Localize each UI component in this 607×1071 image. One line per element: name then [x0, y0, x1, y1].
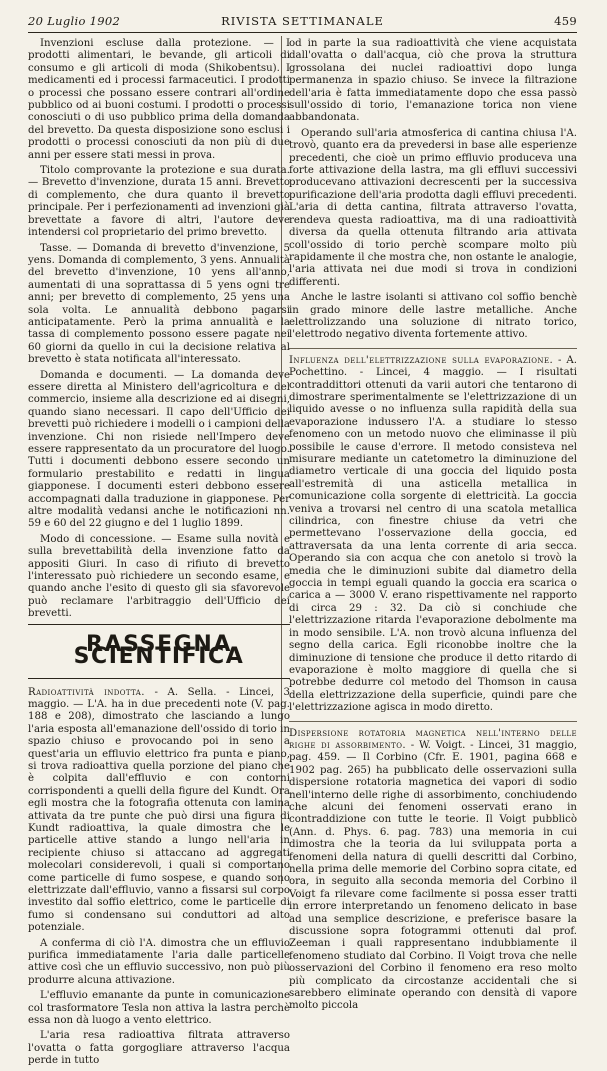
article-reference: - W. Voigt. - Lincei, 31 maggio, pag. 459. —: [289, 739, 577, 764]
article-divider: [289, 348, 577, 349]
article-heading: Influenza dell'elettrizzazione sulla evaporazione.: [289, 354, 554, 366]
article-heading: Dispersione rotatoria magnetica nell'interno delle righe di assorbimento.: [289, 727, 577, 751]
article-reference: - A. Pochettino. - Lincei, 4 maggio. —: [289, 354, 578, 379]
article-induced-radioactivity: [28, 687, 290, 935]
paragraph-confirmation: A conferma di ciò l'A. dimostra che un effluvio purifica immediatamente l'aria dalle particelle attive così che un effluvio successivo, non può più produrre alcuna attivazione.: [28, 937, 290, 986]
banner-bottom-rule: [28, 678, 290, 679]
banner-title: RASSEGNA SCIENTIFICA: [73, 631, 245, 670]
section-banner: [28, 631, 290, 670]
header-date: 20 Luglio 1902: [28, 14, 121, 28]
paragraph-fees: Tasse. — Domanda di brevetto d'invenzione, 5 yens. Domanda di complemento, 3 yens. Annualità del brevetto d'invenzione, 10 yens all'anno, aumentati di una soprattassa di 5 yens ogni tre anni; per brevetto di complemento, 25 yens una sola volta. Le annualità debbono pagarsi anticipatamente. Però la prima annualità e la tassa di complemento possono essere pagate nei 60 giorni da quello in cui la decisione relativa al brevetto è stata notificata all'interessato.: [28, 242, 290, 366]
article-heading: Radioattività indotta.: [28, 686, 145, 698]
paragraph-cellar-air: Operando sull'aria atmosferica di cantina chiusa l'A. trovò, quanto era da prevedersi in base alle esperienze precedenti, che cioè un primo effluvio produceva una forte attivazione della lastra, ma gli effluvi successivi producevano attivazioni decrescenti per la successiva purificazione dell'aria prodotta dagli effluvi precedenti. L'aria di detta cantina, filtrata attraverso l'ovatta, rendeva questa radioattiva, ma di una radioattività diversa da quella ottenuta filtrando aria attivata coll'ossido di torio perchè scompare molto più rapidamente il che mostra che, non ostante le analogie, l'aria attivata nei due modi si trova in condizioni differenti.: [289, 127, 577, 288]
article-reference: - A. Sella. - Lincei, 3 maggio. —: [28, 686, 290, 710]
paragraph-title-duration: Titolo comprovante la protezione e sua durata. — Brevetto d'invenzione, durata 15 anni. Brevetto di complemento, che dura quanto il brevetto principale. Per i perfezionamenti ad invenzioni già brevettate a favore di altri, l'autore deve intendersi col proprietario del primo brevetto.: [28, 165, 290, 239]
paragraph-concession: Modo di concessione. — Esame sulla novità e sulla brevettabilità della invenzione fatto da appositi Giuri. In caso di rifiuto di brevetto l'interessato può richiedere un secondo esame, e quando anche l'esito di questo gli sia sfavorevole può reclamare l'arbitraggio dell'Ufficio dei brevetti.: [28, 533, 290, 620]
paragraph-tesla: L'effluvio emanante da punte in comunicazione col trasformatore Tesla non attiva la lastra perchè essa non dà luogo a vento elettrico.: [28, 990, 290, 1027]
left-column: [28, 38, 290, 1071]
article-body: Il Corbino (Cfr. E. 1901, pagina 668 e 1902 pag. 265) ha pubblicato delle osservazioni sulla dispersione rotatoria magnetica dei vapori di sodio nell'interno delle righe di assorbimento, conchiudendo che alcuni dei fenomeni osservati erano in contraddizione con tutte le teorie. Il Voigt pubblicò (Ann. d. Phys. 6. pag. 783) una memoria in cui dimostra che la teoria da lui sviluppata porta a fenomeni della natura di quelli descritti dal Corbino, nella prima delle memorie del Corbino sopra citate, ed ora, in seguito alla seconda memoria del Corbino il Voigt fa rilevare come facilmente si possa esser tratti in errore interpretando un fenomeno delicato in base ad una semplice descrizione, e preferisce basare la discussione sopra fotogrammi ottenuti dal prof. Zeeman i quali rappresentano indubbiamente il fenomeno studiato dal Corbino. Il Voigt trova che nelle osservazioni del Corbino il fenomeno era reso molto più complicato da circostanze accidentali che si sarebbero eliminate operando con densità di vapore molto piccola: [289, 752, 577, 1012]
article-magnetic-rotation: [289, 728, 577, 1013]
paragraph-exclusions: Invenzioni escluse dalla protezione. — I prodotti alimentari, le bevande, gli articoli di consumo e gli articoli di moda (Shikobentsu). I medicamenti ed i processi farmaceutici. I prodotti o processi che possano essere contrari all'ordine pubblico od ai buoni costumi. I prodotti o processi conosciuti o di uso pubblico prima della domanda del brevetto. Da questa disposizione sono esclusi i prodotti o processi conosciuti da non più di due anni per essere stati messi in prova.: [28, 38, 290, 161]
header-rule: [28, 32, 577, 33]
article-body: I risultati contraddittori ottenuti da varii autori che tentarono di dimostrare sperimentalmente se l'elettrizzazione di un liquido avesse o no influenza sulla rapidità della sua evaporazione indussero l'A. a studiare lo stesso fenomeno con un metodo nuovo che eliminasse il più possibile le cause d'errore. Il metodo consisteva nel misurare mediante un catetometro la diminuzione del diametro verticale di una goccia del liquido posta all'estremità di una asticella metallica in comunicazione colla sorgente di elettricità. La goccia veniva a trovarsi nel centro di una scatola metallica cilindrica, con finestre chiuse da vetri che permettevano l'osservazione della goccia, ed attraversata da una lenta corrente di aria secca. Operando sia con acqua che con anetolo si trovò la media che le diminuzioni subite dal diametro della goccia in tempi eguali quando la goccia era scarica o carica a — 3000 V. erano rispettivamente nel rapporto di circa 29 : 32. Da ciò si conchiude che l'elettrizzazione ritarda l'evaporazione debolmente ma in modo sensibile. L'A. non trovò alcuna influenza del segno della carica. Egli riconobbe inoltre che la diminuzione di tensione che produce il detto ritardo di evaporazione è molto maggiore di quella che si potrebbe dedurre col metodo del Thomson in causa della elettrizzazione della superficie, quindi pare che l'elettrizzazione agisca in modo diretto.: [289, 367, 577, 714]
page-header: [28, 14, 577, 32]
right-column: [289, 38, 577, 1016]
header-title: RIVISTA SETTIMANALE: [221, 14, 384, 28]
article-divider: [289, 721, 577, 722]
article-electrization-evaporation: [289, 355, 577, 715]
banner-top-rule: [28, 624, 290, 625]
article-body: L'A. ha in due precedenti note (V. pag. 188 e 208), dimostrato che lasciando a lungo l'aria esposta all'emanazione dell'ossido di torio in spazio chiuso e provocando poi in seno a quest'aria un effluvio elettrico fra punta e piano, si trova radioattiva quella porzione del piano che è colpita dall'effluvio e con contorni corrispondenti a quelli della figure del Kundt. Ora egli mostra che la fotografia ottenuta con lamina attivata da tre punte che può dirsi una figura di Kundt radioattiva, la quale dimostra che le particelle attive stando a lungo nell'aria in recipiente chiuso si attaccano ad aggregati molecolari considerevoli, i quali si comportano come particelle di fumo sospese, e quando sono elettrizzate dall'effluvio, vanno a fissarsi sul corpo investito dal soffio elettrico, come le particelle di fumo si condensano sui conduttori ad alto potenziale.: [28, 698, 290, 934]
paragraph-application: Domanda e documenti. — La domanda deve essere diretta al Ministero dell'agricoltura e del commercio, insieme alla descrizione ed ai disegni, quando siano necessari. Il capo dell'Ufficio dei brevetti può richiedere i modelli o i campioni della invenzione. Chi non risiede nell'Impero deve essere rappresentato da un procuratore del luogo. Tutti i documenti debbono essere secondo un formulario prestabilito e redatti in lingua giapponese. I documenti esteri debbono essere accompagnati dalla traduzione in giapponese. Per altre modalità vedansi anche le notificazioni nn. 59 e 60 del 22 giugno e del 1 luglio 1899.: [28, 369, 290, 530]
paragraph-insulating-plates: Anche le lastre isolanti si attivano col soffio benchè in grado minore delle lastre metalliche. Anche elettrolizzando una soluzione di nitrato torico, l'elettrodo negativo diventa fortemente attivo.: [289, 292, 577, 341]
paragraph-filtered-air: L'aria resa radioattiva filtrata attraverso l'ovatta o fatta gorgogliare attraverso l'acqua perde in tutto: [28, 1030, 290, 1067]
paragraph-continuation: od in parte la sua radioattività che viene acquistata dall'ovatta o dall'acqua, ciò che prova la struttura grossolana dei nuclei radioattivi dopo lunga permanenza in spazio chiuso. Se invece la filtrazione dell'aria è fatta immediatamente dopo che essa passò sull'ossido di torio, l'emanazione torica non viene abbandonata.: [289, 38, 577, 124]
page-number: 459: [554, 14, 577, 28]
